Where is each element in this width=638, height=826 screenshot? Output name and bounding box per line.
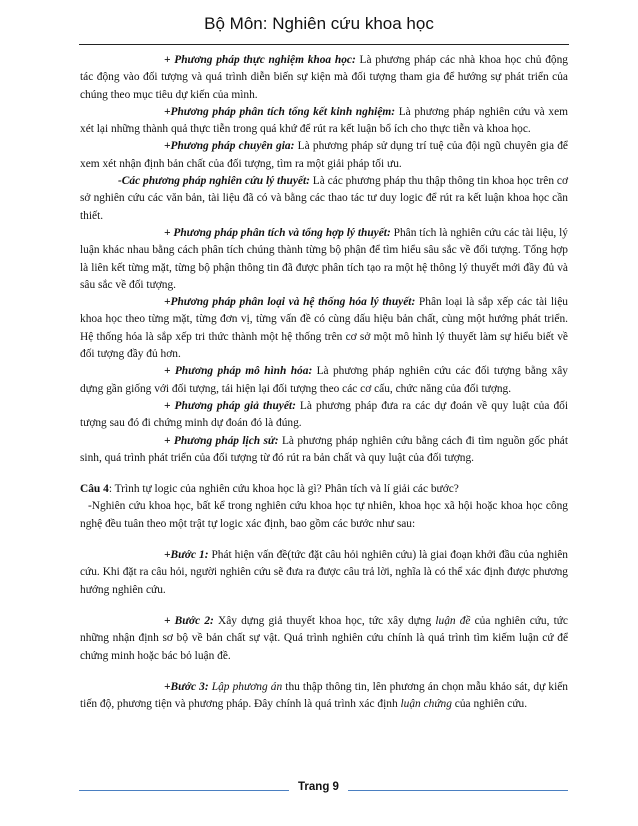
page-number: Trang 9	[298, 781, 339, 793]
step-description: Phát hiện vấn đề(tức đặt câu hỏi nghiên cứu) là giai đoạn khởi đầu của nghiên cứu. Khi đặt ra câu hỏi, người nghiên cứu sẽ đưa ra được câu trả lời, nghĩa là có thể xác định được phương hướng nghiên cứu.	[80, 549, 568, 596]
method-heading: +Phương pháp phân loại và hệ thống hóa lý thuyết:	[164, 296, 416, 309]
paragraph-chuyen-gia	[80, 138, 568, 173]
method-description: Phân loại là sắp xếp các tài liệu khoa học theo từng mặt, từng đơn vị, từng vấn đề có cùng dấu hiệu bản chất, cùng một hướng phát triển. Hệ thống hóa là sắp xếp tri thức thành một hệ thống trên cơ sở một mô hình lý thuyết làm sự hiểu biết về đối tượng đầy đủ hơn.	[80, 296, 568, 361]
method-description: Là phương pháp nghiên cứu các đối tượng bằng xây dựng gần giống với đối tượng, tái hiện lại đối tượng theo các cơ cấu, chức năng của đối tượng.	[80, 365, 568, 395]
step-description: Xây dựng giả thuyết khoa học, tức xây dựng	[213, 614, 436, 627]
step-heading: + Bước 2:	[164, 614, 214, 627]
method-heading: +Phương pháp chuyên gia:	[164, 140, 295, 153]
step-description: thu thập thông tin, lên phương án chọn mẫu khảo sát, dự kiến tiến độ, phương tiện và phương pháp. Đây chính là quá trình xác định	[80, 680, 568, 711]
paragraph-phan-tich-tong-hop	[80, 225, 568, 294]
paragraph-thuc-nghiem	[80, 52, 568, 104]
step-2	[80, 613, 568, 665]
step-emphasis: Lập phương án	[208, 680, 283, 693]
paragraph-lich-su	[80, 433, 568, 468]
paragraph-phan-loai-he-thong-hoa	[80, 294, 568, 363]
document-body	[80, 52, 568, 713]
method-description: Là phương pháp nghiên cứu bằng cách đi tìm nguồn gốc phát sinh, quá trình phát triển của đối tượng từ đó rút ra bản chất và quy luật của đối tượng.	[80, 434, 568, 464]
method-description: Là phương pháp các nhà khoa học chủ động tác động vào đối tượng và quá trình diễn biến sự kiện mà đối tượng tham gia để hướng sự phát triển của chúng theo mục tiêu dự kiến của mình.	[80, 54, 568, 101]
question-intro: -Nghiên cứu khoa học, bất kể trong nghiên cứu khoa học tự nhiên, khoa học xã hội hoặc khoa học công nghệ đều tuân theo một trật tự logic xác định, bao gồm các bước như sau:	[80, 500, 568, 530]
question-line	[80, 481, 568, 498]
step-emphasis: luận đề	[435, 614, 471, 627]
question-text: : Trình tự logic của nghiên cứu khoa học là gì? Phân tích và lí giải các bước?	[108, 483, 459, 496]
method-heading: + Phương pháp phân tích và tổng hợp lý thuyết:	[164, 226, 391, 239]
page-footer	[0, 781, 638, 799]
page-header-title: Bộ Môn: Nghiên cứu khoa học	[204, 14, 434, 33]
method-description: Là phương pháp nghiên cứu và xem xét lại những thành quả thực tiễn trong quá khứ để rút ra kết luận bổ ích cho thực tiễn và khoa học.	[80, 105, 568, 136]
step-description-cont: của nghiên cứu, tức những nhận định sơ bộ về bản chất sự vật. Quá trình nghiên cứu chính là quá trình tìm kiếm luận cứ để chứng minh hoặc bác bỏ luận đề.	[80, 614, 568, 662]
method-description: Phân tích là nghiên cứu các tài liệu, lý luận khác nhau bằng cách phân tích chúng thành từng bộ phận để tìm hiểu sâu sắc về đối tượng. Tổng hợp là liên kết từng mặt, từng bộ phận thông tin đã được phân tích tạo ra một hệ thông lý thuyết mới đầy đủ và sâu sắc về đối tượng.	[80, 226, 568, 291]
step-1	[80, 547, 568, 599]
step-heading: +Bước 1:	[164, 549, 209, 562]
paragraph-nghien-cuu-ly-thuyet	[80, 173, 568, 225]
step-3	[80, 679, 568, 714]
method-heading: + Phương pháp giả thuyết:	[164, 399, 296, 412]
step-emphasis-2: luận chứng	[400, 698, 452, 711]
question-label: Câu 4	[80, 483, 109, 496]
method-heading: + Phương pháp thực nghiệm khoa học:	[164, 54, 356, 66]
footer-divider-left	[79, 790, 289, 791]
section-description: Là các phương pháp thu thập thông tin khoa học trên cơ sở nghiên cứu các văn bản, tài liệu đã có và bằng các thao tác tư duy logic để rút ra kết luận khoa học cần thiết.	[80, 175, 568, 222]
step-heading: +Bước 3:	[164, 680, 209, 693]
section-heading: -Các phương pháp nghiên cứu lý thuyết:	[118, 175, 310, 188]
footer-divider-right	[348, 790, 568, 791]
paragraph-gia-thuyet	[80, 398, 568, 433]
paragraph-tong-ket-kinh-nghiem	[80, 104, 568, 139]
method-description: Là phương pháp sử dụng trí tuệ của đội ngũ chuyên gia để xem xét nhận định bản chất của đối tượng, tìm ra một giải pháp tối ưu.	[80, 140, 568, 170]
paragraph-mo-hinh-hoa	[80, 363, 568, 398]
method-heading: + Phương pháp mô hình hóa:	[164, 365, 313, 378]
step-description-cont: của nghiên cứu.	[451, 698, 528, 711]
method-heading: +Phương pháp phân tích tổng kết kinh nghiệm:	[164, 105, 396, 118]
method-description: Là phương pháp đưa ra các dự đoán về quy luật của đối tượng sau đó đi chứng minh dự đoán đó là đúng.	[80, 399, 568, 430]
header-divider	[79, 44, 569, 45]
method-heading: + Phương pháp lịch sử:	[164, 434, 279, 447]
